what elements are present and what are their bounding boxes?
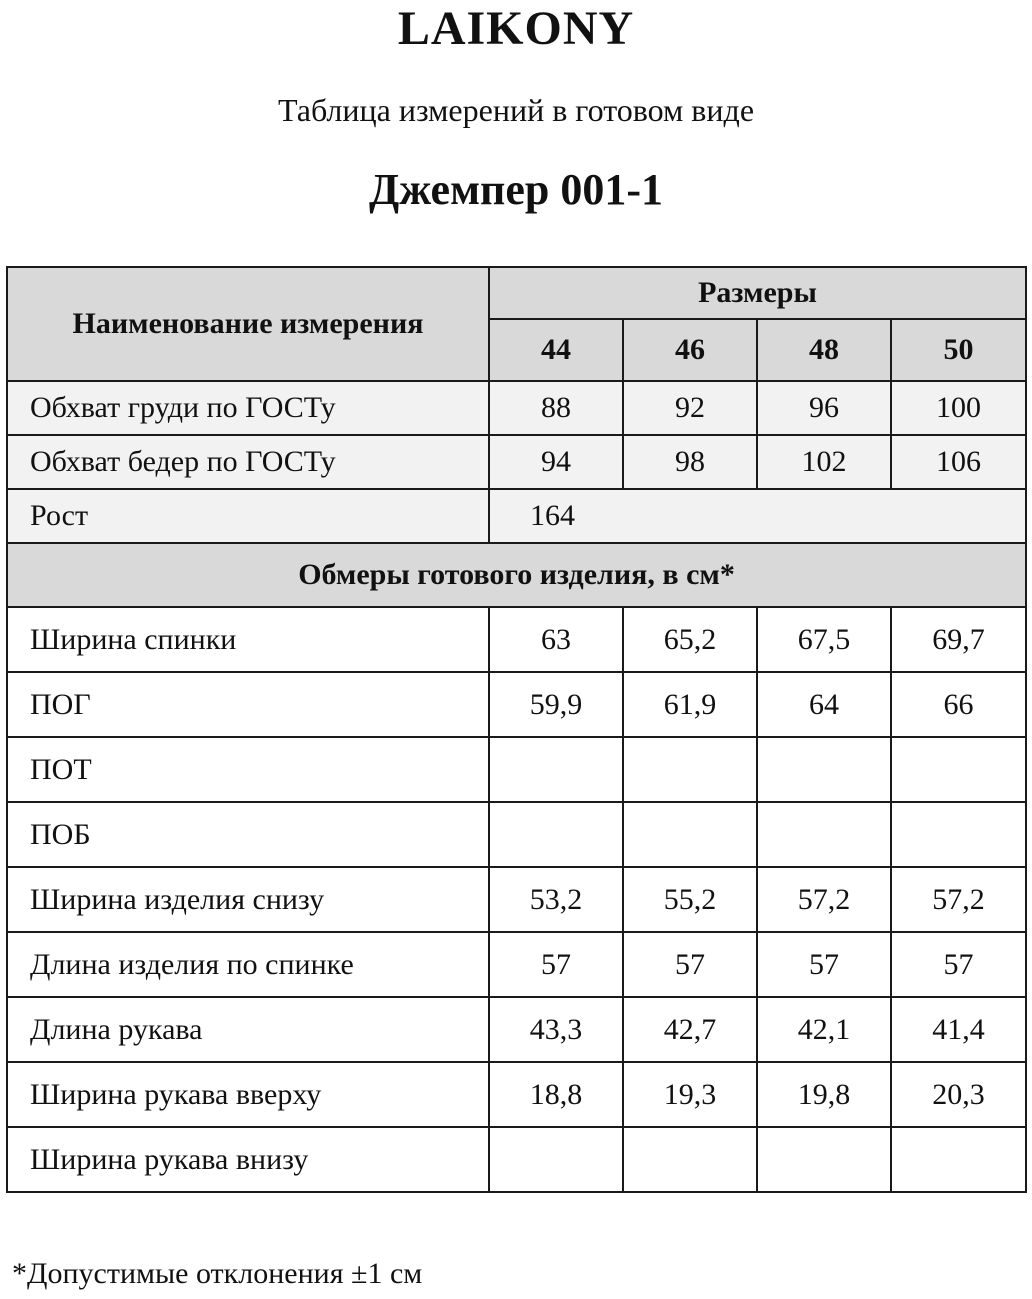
cell-value: 102: [757, 435, 891, 489]
cell-value: [891, 1127, 1026, 1192]
cell-value: [489, 802, 623, 867]
cell-value: [757, 802, 891, 867]
section-row: [7, 543, 1026, 607]
cell-value: 65,2: [623, 607, 757, 672]
cell-value: 57: [623, 932, 757, 997]
row-name: Ширина спинки: [7, 607, 489, 672]
cell-value: 106: [891, 435, 1026, 489]
cell-value: 63: [489, 607, 623, 672]
cell-value: 41,4: [891, 997, 1026, 1062]
row-name: Ширина рукава вверху: [7, 1062, 489, 1127]
cell-value: 20,3: [891, 1062, 1026, 1127]
size-table: [6, 266, 1027, 1193]
cell-value: 61,9: [623, 672, 757, 737]
table-row: [7, 802, 1026, 867]
cell-value: 57: [489, 932, 623, 997]
measurement-name-header: Наименование измерения: [7, 267, 489, 381]
row-name: Ширина рукава внизу: [7, 1127, 489, 1192]
table-row: [7, 1062, 1026, 1127]
cell-value: [489, 1127, 623, 1192]
page-subtitle: Таблица измерений в готовом виде: [277, 92, 755, 128]
section-title: Обмеры готового изделия, в см*: [7, 543, 1026, 607]
table-row: [7, 867, 1026, 932]
cell-value: [757, 737, 891, 802]
cell-value: 94: [489, 435, 623, 489]
cell-value: 92: [623, 381, 757, 435]
cell-value: 64: [757, 672, 891, 737]
cell-value: [757, 1127, 891, 1192]
cell-value: 43,3: [489, 997, 623, 1062]
table-row: [7, 737, 1026, 802]
cell-value: 57: [891, 932, 1026, 997]
size-48: 48: [757, 319, 891, 381]
row-name: Длина изделия по спинке: [7, 932, 489, 997]
row-name: ПОБ: [7, 802, 489, 867]
table-row: [7, 381, 1026, 435]
sizes-header: Размеры: [489, 267, 1026, 319]
product-title: Джемпер 001-1: [368, 165, 664, 214]
row-name: Ширина изделия снизу: [7, 867, 489, 932]
cell-value: 19,3: [623, 1062, 757, 1127]
table-header-row: [7, 267, 1026, 319]
cell-value: 42,1: [757, 997, 891, 1062]
table-row: [7, 435, 1026, 489]
cell-value: 57,2: [891, 867, 1026, 932]
cell-value: 19,8: [757, 1062, 891, 1127]
cell-value: 57,2: [757, 867, 891, 932]
size-46: 46: [623, 319, 757, 381]
table-row: [7, 1127, 1026, 1192]
size-50: 50: [891, 319, 1026, 381]
cell-value: [623, 737, 757, 802]
cell-value: 59,9: [489, 672, 623, 737]
cell-value: [891, 802, 1026, 867]
table-row: [7, 672, 1026, 737]
row-name: Обхват бедер по ГОСТу: [7, 435, 489, 489]
cell-value: [891, 737, 1026, 802]
cell-value: 66: [891, 672, 1026, 737]
row-name: ПОТ: [7, 737, 489, 802]
cell-value: [623, 802, 757, 867]
cell-value: 42,7: [623, 997, 757, 1062]
cell-value: 67,5: [757, 607, 891, 672]
cell-value: 98: [623, 435, 757, 489]
cell-value: 69,7: [891, 607, 1026, 672]
row-name: ПОГ: [7, 672, 489, 737]
cell-value: [489, 737, 623, 802]
brand-title: LAIKONY: [397, 2, 635, 55]
table-row: [7, 607, 1026, 672]
table-row: [7, 997, 1026, 1062]
height-value: 164: [489, 489, 1026, 543]
row-name: Длина рукава: [7, 997, 489, 1062]
cell-value: 57: [757, 932, 891, 997]
cell-value: 88: [489, 381, 623, 435]
row-name: Рост: [7, 489, 489, 543]
cell-value: [623, 1127, 757, 1192]
row-name: Обхват груди по ГОСТу: [7, 381, 489, 435]
cell-value: 55,2: [623, 867, 757, 932]
height-row: [7, 489, 1026, 543]
cell-value: 18,8: [489, 1062, 623, 1127]
cell-value: 96: [757, 381, 891, 435]
cell-value: 100: [891, 381, 1026, 435]
footnote: *Допустимые отклонения ±1 см: [12, 1257, 423, 1290]
cell-value: 53,2: [489, 867, 623, 932]
size-44: 44: [489, 319, 623, 381]
table-row: [7, 932, 1026, 997]
